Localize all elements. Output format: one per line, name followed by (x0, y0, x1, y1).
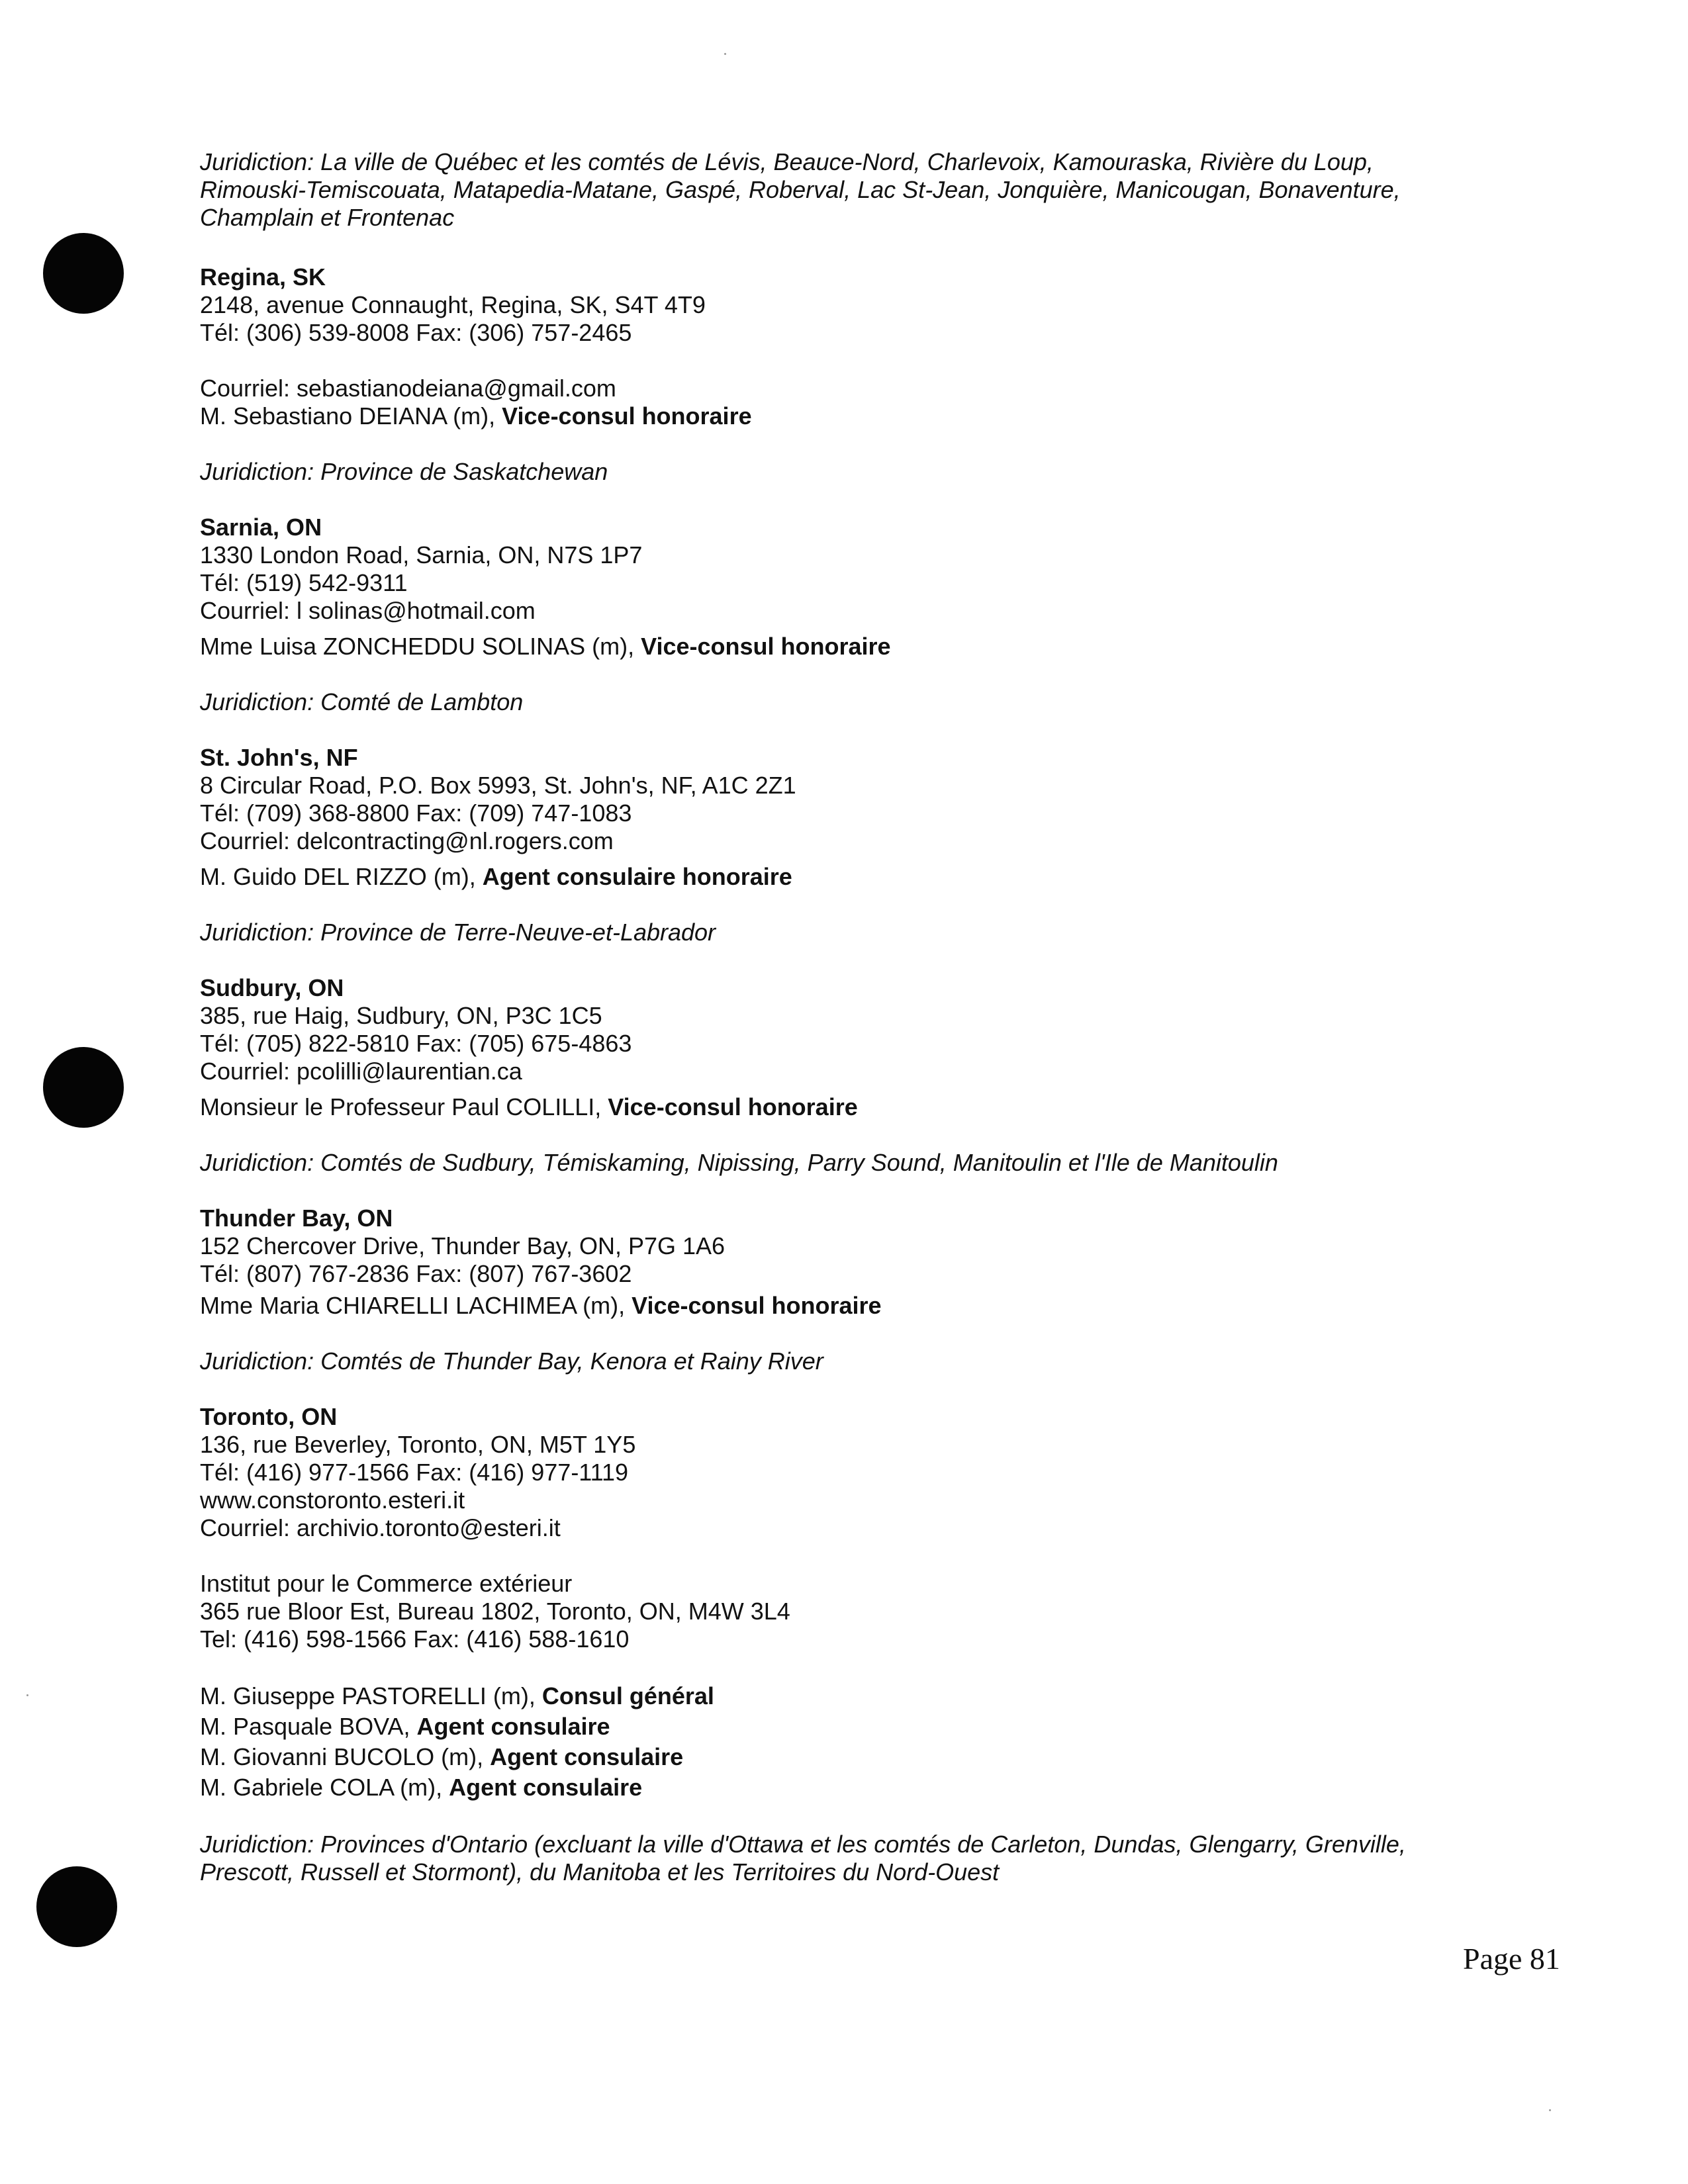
officer-role: Vice-consul honoraire (608, 1093, 858, 1120)
entry-jurisdiction: Juridiction: Province de Saskatchewan (200, 458, 608, 485)
entry-email: Courriel: archivio.toronto@esteri.it (200, 1514, 561, 1541)
officer-role: Agent consulaire honoraire (482, 863, 792, 890)
consulate-entry-thunder-bay (200, 1205, 1497, 1375)
consulate-entry-st-johns (200, 744, 1497, 946)
entry-phone: Tél: (807) 767-2836 Fax: (807) 767-3602 (200, 1260, 632, 1287)
entry-phone: Tél: (709) 368-8800 Fax: (709) 747-1083 (200, 799, 632, 827)
entry-jurisdiction: Juridiction: Comtés de Thunder Bay, Kenora et Rainy River (200, 1347, 823, 1375)
jurisdiction-line: Prescott, Russell et Stormont), du Manitoba et les Territoires du Nord-Ouest (200, 1858, 1000, 1886)
entry-address: 1330 London Road, Sarnia, ON, N7S 1P7 (200, 541, 643, 569)
entry-address: 136, rue Beverley, Toronto, ON, M5T 1Y5 (200, 1431, 636, 1458)
entry-address: 385, rue Haig, Sudbury, ON, P3C 1C5 (200, 1002, 602, 1029)
entry-officer (200, 1292, 1497, 1320)
entry-title: Thunder Bay, ON (200, 1205, 393, 1232)
staff-name: M. Giovanni BUCOLO (m), (200, 1743, 491, 1770)
entry-address: 8 Circular Road, P.O. Box 5993, St. John's, NF, A1C 2Z1 (200, 772, 796, 799)
staff-name: M. Pasquale BOVA, (200, 1713, 417, 1740)
institute-address: 365 rue Bloor Est, Bureau 1802, Toronto, ON, M4W 3L4 (200, 1598, 790, 1625)
entry-phone: Tél: (306) 539-8008 Fax: (306) 757-2465 (200, 319, 632, 346)
officer-name: M. Guido DEL RIZZO (m), (200, 863, 483, 890)
binder-hole-bottom (36, 1866, 117, 1947)
officer-name: M. Sebastiano DEIANA (m), (200, 402, 502, 430)
officer-role: Vice-consul honoraire (502, 402, 752, 430)
binder-hole-middle (43, 1047, 124, 1128)
staff-member (200, 1711, 1497, 1742)
entry-phone: Tél: (416) 977-1566 Fax: (416) 977-1119 (200, 1459, 629, 1486)
entry-address: 152 Chercover Drive, Thunder Bay, ON, P7G 1A6 (200, 1232, 726, 1259)
staff-role: Agent consulaire (416, 1713, 610, 1740)
entry-phone: Tél: (519) 542-9311 (200, 569, 408, 596)
entry-jurisdiction: Juridiction: Comtés de Sudbury, Témiskaming, Nipissing, Parry Sound, Manitoulin et l'Ile de Manitoulin (200, 1149, 1278, 1176)
entry-title: Sudbury, ON (200, 974, 344, 1001)
consulate-entry-sarnia (200, 514, 1497, 716)
staff-role: Consul général (541, 1682, 714, 1709)
staff-role: Agent consulaire (490, 1743, 684, 1770)
officer-role: Vice-consul honoraire (641, 633, 891, 660)
entry-jurisdiction: Juridiction: Province de Terre-Neuve-et-Labrador (200, 919, 716, 946)
entry-title: Toronto, ON (200, 1403, 338, 1430)
scan-speck (1549, 2109, 1551, 2111)
entry-jurisdiction: Juridiction: Comté de Lambton (200, 688, 524, 715)
staff-name: M. Gabriele COLA (m), (200, 1774, 449, 1801)
entry-officer (200, 633, 1497, 660)
officer-name: Mme Maria CHIARELLI LACHIMEA (m), (200, 1292, 632, 1319)
staff-member (200, 1772, 1497, 1803)
entry-email: Courriel: delcontracting@nl.rogers.com (200, 827, 614, 854)
jurisdiction-line: Rimouski-Temiscouata, Matapedia-Matane, Gaspé, Roberval, Lac St-Jean, Jonquière, Manicougan, Bonaventure, (200, 176, 1401, 203)
staff-member (200, 1742, 1497, 1772)
binder-hole-top (43, 233, 124, 314)
entry-address: 2148, avenue Connaught, Regina, SK, S4T 4T9 (200, 291, 706, 318)
entry-title: Sarnia, ON (200, 514, 322, 541)
scan-speck (724, 53, 726, 55)
staff-role: Agent consulaire (449, 1774, 643, 1801)
officer-role: Vice-consul honoraire (632, 1292, 882, 1319)
consulate-entry-regina (200, 263, 1497, 486)
entry-title: St. John's, NF (200, 744, 358, 771)
intro-jurisdiction (200, 148, 1497, 232)
document-body (200, 148, 1497, 1886)
scan-speck (26, 1694, 28, 1696)
entry-phone: Tél: (705) 822-5810 Fax: (705) 675-4863 (200, 1030, 632, 1057)
entry-email: Courriel: sebastianodeiana@gmail.com (200, 375, 616, 402)
trade-institute (200, 1570, 1497, 1653)
institute-phone: Tel: (416) 598-1566 Fax: (416) 588-1610 (200, 1625, 630, 1653)
officer-name: Monsieur le Professeur Paul COLILLI, (200, 1093, 608, 1120)
jurisdiction-line: Juridiction: Provinces d'Ontario (excluant la ville d'Ottawa et les comtés de Carleton, Dundas, Glengarry, Grenville, (200, 1831, 1406, 1858)
institute-name: Institut pour le Commerce extérieur (200, 1570, 573, 1597)
entry-email: Courriel: pcolilli@laurentian.ca (200, 1058, 522, 1085)
consulate-entry-sudbury (200, 974, 1497, 1177)
officer-name: Mme Luisa ZONCHEDDU SOLINAS (m), (200, 633, 641, 660)
staff-member (200, 1681, 1497, 1711)
entry-officer (200, 863, 1497, 891)
jurisdiction-line: Champlain et Frontenac (200, 204, 455, 231)
entry-officer (200, 402, 1497, 430)
jurisdiction-line: Juridiction: La ville de Québec et les comtés de Lévis, Beauce-Nord, Charlevoix, Kamouraska, Rivière du Loup, (200, 148, 1374, 175)
staff-name: M. Giuseppe PASTORELLI (m), (200, 1682, 542, 1709)
page-number: Page 81 (1463, 1942, 1560, 1976)
entry-website: www.constoronto.esteri.it (200, 1486, 465, 1514)
consulate-entry-toronto (200, 1403, 1497, 1886)
entry-title: Regina, SK (200, 263, 326, 291)
entry-officer (200, 1093, 1497, 1121)
entry-jurisdiction (200, 1831, 1497, 1886)
entry-email: Courriel: l solinas@hotmail.com (200, 597, 536, 624)
staff-list (200, 1681, 1497, 1803)
